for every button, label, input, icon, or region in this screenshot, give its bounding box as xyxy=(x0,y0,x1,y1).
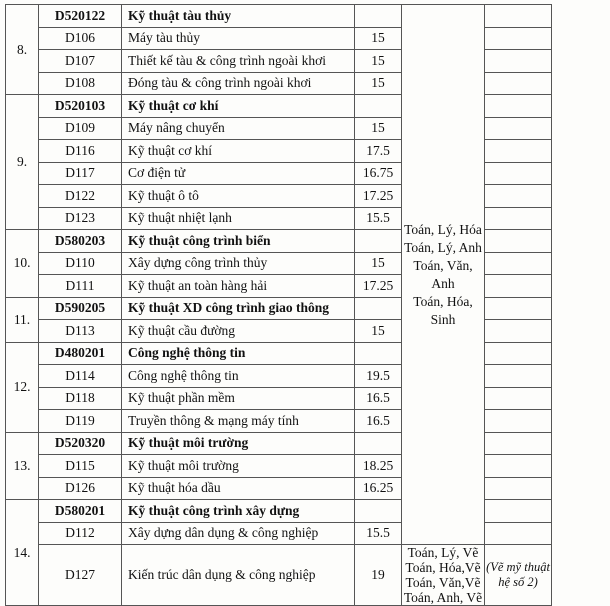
program-code: D109 xyxy=(39,117,122,140)
program-name: Truyền thông & mạng máy tính xyxy=(122,410,355,433)
program-name: Kỹ thuật hóa dầu xyxy=(122,477,355,500)
subject-combo: Toán, Anh, Vẽ xyxy=(403,590,483,605)
major-name: Kỹ thuật cơ khí xyxy=(122,95,355,118)
note-blank xyxy=(485,410,552,433)
note-blank xyxy=(485,140,552,163)
program-code: D106 xyxy=(39,27,122,50)
score-blank xyxy=(355,5,402,28)
group-number: 9. xyxy=(6,95,39,230)
note-blank xyxy=(485,230,552,253)
major-code: D580203 xyxy=(39,230,122,253)
program-name: Kiến trúc dân dụng & công nghiệp xyxy=(122,545,355,606)
major-code: D590205 xyxy=(39,297,122,320)
note-blank xyxy=(485,50,552,73)
note-blank xyxy=(485,320,552,343)
admission-score: 16.5 xyxy=(355,387,402,410)
note-blank xyxy=(485,5,552,28)
program-code: D123 xyxy=(39,207,122,230)
program-code: D127 xyxy=(39,545,122,606)
score-blank xyxy=(355,95,402,118)
admission-score: 19 xyxy=(355,545,402,606)
note-blank xyxy=(485,252,552,275)
major-name: Kỹ thuật công trình biển xyxy=(122,230,355,253)
drawing-note xyxy=(485,545,552,606)
note-blank xyxy=(485,387,552,410)
major-name: Kỹ thuật XD công trình giao thông xyxy=(122,297,355,320)
note-blank xyxy=(485,95,552,118)
admission-score: 15 xyxy=(355,117,402,140)
note-blank xyxy=(485,185,552,208)
major-code: D520320 xyxy=(39,432,122,455)
program-code: D115 xyxy=(39,455,122,478)
major-header-row xyxy=(6,5,552,28)
program-name: Kỹ thuật cơ khí xyxy=(122,140,355,163)
admission-score: 18.25 xyxy=(355,455,402,478)
major-code: D580201 xyxy=(39,500,122,523)
group-number: 8. xyxy=(6,5,39,95)
program-code: D126 xyxy=(39,477,122,500)
group-number: 13. xyxy=(6,432,39,500)
program-name: Kỹ thuật phần mềm xyxy=(122,387,355,410)
admission-score: 15 xyxy=(355,320,402,343)
program-code: D111 xyxy=(39,275,122,298)
admission-score: 15 xyxy=(355,50,402,73)
program-code: D114 xyxy=(39,365,122,388)
program-name: Máy tàu thủy xyxy=(122,27,355,50)
major-name: Kỹ thuật môi trường xyxy=(122,432,355,455)
subject-combo: Toán, Hóa, Sinh xyxy=(413,293,473,327)
major-name: Công nghệ thông tin xyxy=(122,342,355,365)
note-blank xyxy=(485,365,552,388)
program-name: Kỹ thuật môi trường xyxy=(122,455,355,478)
program-code: D116 xyxy=(39,140,122,163)
major-code: D520103 xyxy=(39,95,122,118)
note-blank xyxy=(485,432,552,455)
major-code: D520122 xyxy=(39,5,122,28)
score-blank xyxy=(355,342,402,365)
note-blank xyxy=(485,72,552,95)
group-number: 10. xyxy=(6,230,39,298)
score-blank xyxy=(355,230,402,253)
program-name: Kỹ thuật ô tô xyxy=(122,185,355,208)
score-blank xyxy=(355,432,402,455)
major-name: Kỹ thuật tàu thủy xyxy=(122,5,355,28)
program-name: Kỹ thuật an toàn hàng hải xyxy=(122,275,355,298)
program-code: D113 xyxy=(39,320,122,343)
subject-combo: Toán, Văn,Vẽ xyxy=(405,575,481,590)
score-blank xyxy=(355,500,402,523)
note-blank xyxy=(485,162,552,185)
admission-score: 17.25 xyxy=(355,185,402,208)
program-name: Thiết kế tàu & công trình ngoài khơi xyxy=(122,50,355,73)
note-line: (Vẽ mỹ thuật xyxy=(486,560,550,574)
subject-combo: Toán, Văn, Anh xyxy=(413,257,473,291)
subject-combinations-arch xyxy=(402,545,485,606)
program-name: Xây dựng công trình thủy xyxy=(122,252,355,275)
subject-combo: Toán, Lý, Vẽ xyxy=(407,545,479,560)
admission-score-table xyxy=(5,4,552,606)
admission-score: 16.25 xyxy=(355,477,402,500)
major-name: Kỹ thuật công trình xây dựng xyxy=(122,500,355,523)
admission-score: 17.5 xyxy=(355,140,402,163)
subject-combinations xyxy=(402,5,485,545)
note-blank xyxy=(485,297,552,320)
program-code: D119 xyxy=(39,410,122,433)
program-code: D110 xyxy=(39,252,122,275)
table-row xyxy=(6,545,552,606)
program-name: Máy nâng chuyển xyxy=(122,117,355,140)
program-code: D112 xyxy=(39,522,122,545)
admission-score: 15 xyxy=(355,72,402,95)
note-blank xyxy=(485,477,552,500)
note-blank xyxy=(485,455,552,478)
program-code: D122 xyxy=(39,185,122,208)
admission-score: 16.75 xyxy=(355,162,402,185)
note-blank xyxy=(485,27,552,50)
program-code: D117 xyxy=(39,162,122,185)
group-number: 11. xyxy=(6,297,39,342)
subject-combo: Toán, Hóa,Vẽ xyxy=(405,560,481,575)
note-blank xyxy=(485,117,552,140)
admission-score: 19.5 xyxy=(355,365,402,388)
note-blank xyxy=(485,342,552,365)
admission-score: 15 xyxy=(355,27,402,50)
admission-score: 15.5 xyxy=(355,207,402,230)
note-blank xyxy=(485,275,552,298)
group-number: 14. xyxy=(6,500,39,606)
major-code: D480201 xyxy=(39,342,122,365)
program-name: Công nghệ thông tin xyxy=(122,365,355,388)
note-blank xyxy=(485,207,552,230)
note-line: hệ số 2) xyxy=(498,575,538,589)
admission-score: 15 xyxy=(355,252,402,275)
program-name: Cơ điện tử xyxy=(122,162,355,185)
admission-score: 15.5 xyxy=(355,522,402,545)
program-code: D107 xyxy=(39,50,122,73)
note-blank xyxy=(485,522,552,545)
group-number: 12. xyxy=(6,342,39,432)
program-name: Kỹ thuật nhiệt lạnh xyxy=(122,207,355,230)
admission-score: 16.5 xyxy=(355,410,402,433)
program-code: D118 xyxy=(39,387,122,410)
program-name: Kỹ thuật cầu đường xyxy=(122,320,355,343)
subject-combo: Toán, Lý, Anh xyxy=(404,239,482,255)
score-blank xyxy=(355,297,402,320)
program-name: Xây dựng dân dụng & công nghiệp xyxy=(122,522,355,545)
program-name: Đóng tàu & công trình ngoài khơi xyxy=(122,72,355,95)
subject-combo: Toán, Lý, Hóa xyxy=(404,221,482,237)
admission-score: 17.25 xyxy=(355,275,402,298)
note-blank xyxy=(485,500,552,523)
program-code: D108 xyxy=(39,72,122,95)
